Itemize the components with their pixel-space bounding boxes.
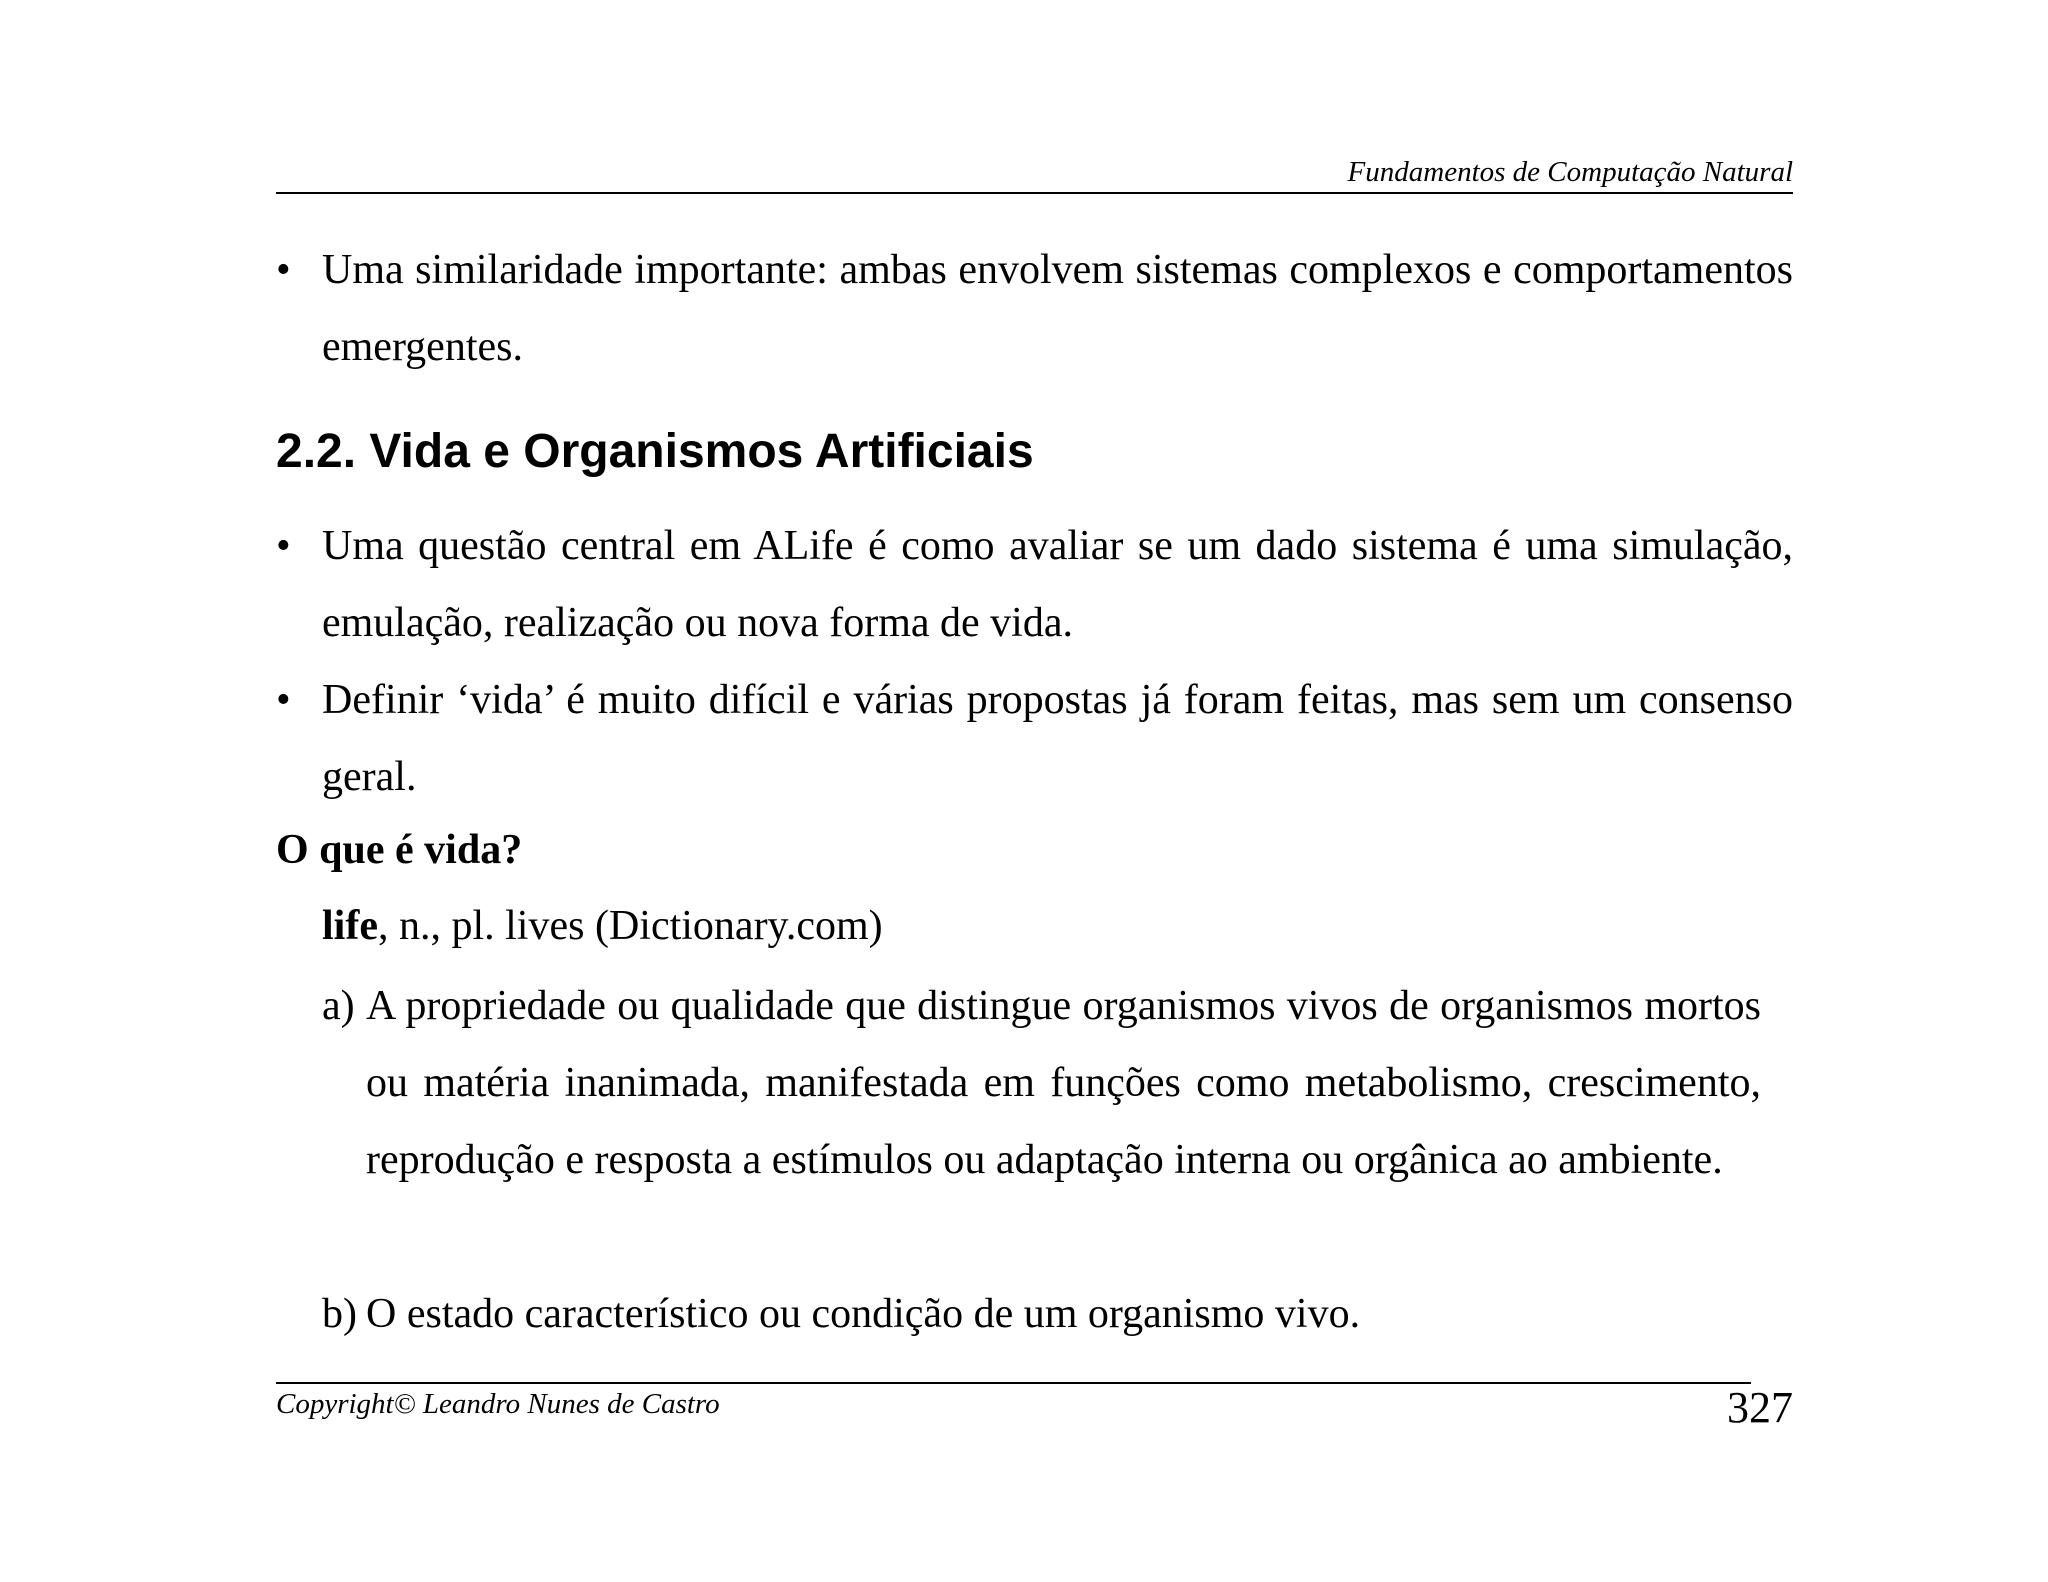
dictionary-entry — [322, 902, 883, 950]
bullet-text: Uma questão central em ALife é como avaliar se um dado sistema é uma simulação, emulação, realização ou nova forma de vida. — [322, 523, 1793, 646]
running-header-title: Fundamentos de Computação Natural — [1347, 156, 1793, 188]
bullet-item — [276, 662, 1793, 816]
definition-label: b) — [322, 1291, 357, 1337]
page-number: 327 — [1727, 1383, 1793, 1432]
header-rule — [276, 192, 1793, 194]
bullet-text: Definir ‘vida’ é muito difícil e várias propostas já foram feitas, mas sem um consenso geral. — [322, 677, 1793, 800]
bullet-icon: • — [276, 523, 291, 569]
bullet-item — [276, 232, 1793, 386]
definition-text: O estado característico ou condição de um organismo vivo. — [366, 1291, 1361, 1337]
definition-item — [322, 1276, 1761, 1353]
section-heading: 2.2. Vida e Organismos Artificiais — [276, 425, 1034, 478]
question-heading: O que é vida? — [276, 827, 523, 873]
bullet-text: Uma similaridade importante: ambas envolvem sistemas complexos e comportamentos emergentes. — [322, 247, 1793, 370]
footer-rule — [276, 1382, 1751, 1384]
bullet-icon: • — [276, 247, 291, 293]
dictionary-details: , n., pl. lives (Dictionary.com) — [377, 903, 883, 949]
bullet-item — [276, 508, 1793, 662]
footer-copyright: Copyright© Leandro Nunes de Castro — [276, 1388, 720, 1420]
definition-label: a) — [322, 983, 355, 1029]
dictionary-word: life — [322, 903, 378, 949]
bullet-icon: • — [276, 677, 291, 723]
definition-item — [322, 968, 1761, 1199]
definition-text: A propriedade ou qualidade que distingue organismos vivos de organismos mortos ou matéria inanimada, manifestada em funções como metabolismo, crescimento, reprodução e resposta a estímulos ou adaptação interna ou orgânica ao ambiente. — [366, 983, 1761, 1183]
